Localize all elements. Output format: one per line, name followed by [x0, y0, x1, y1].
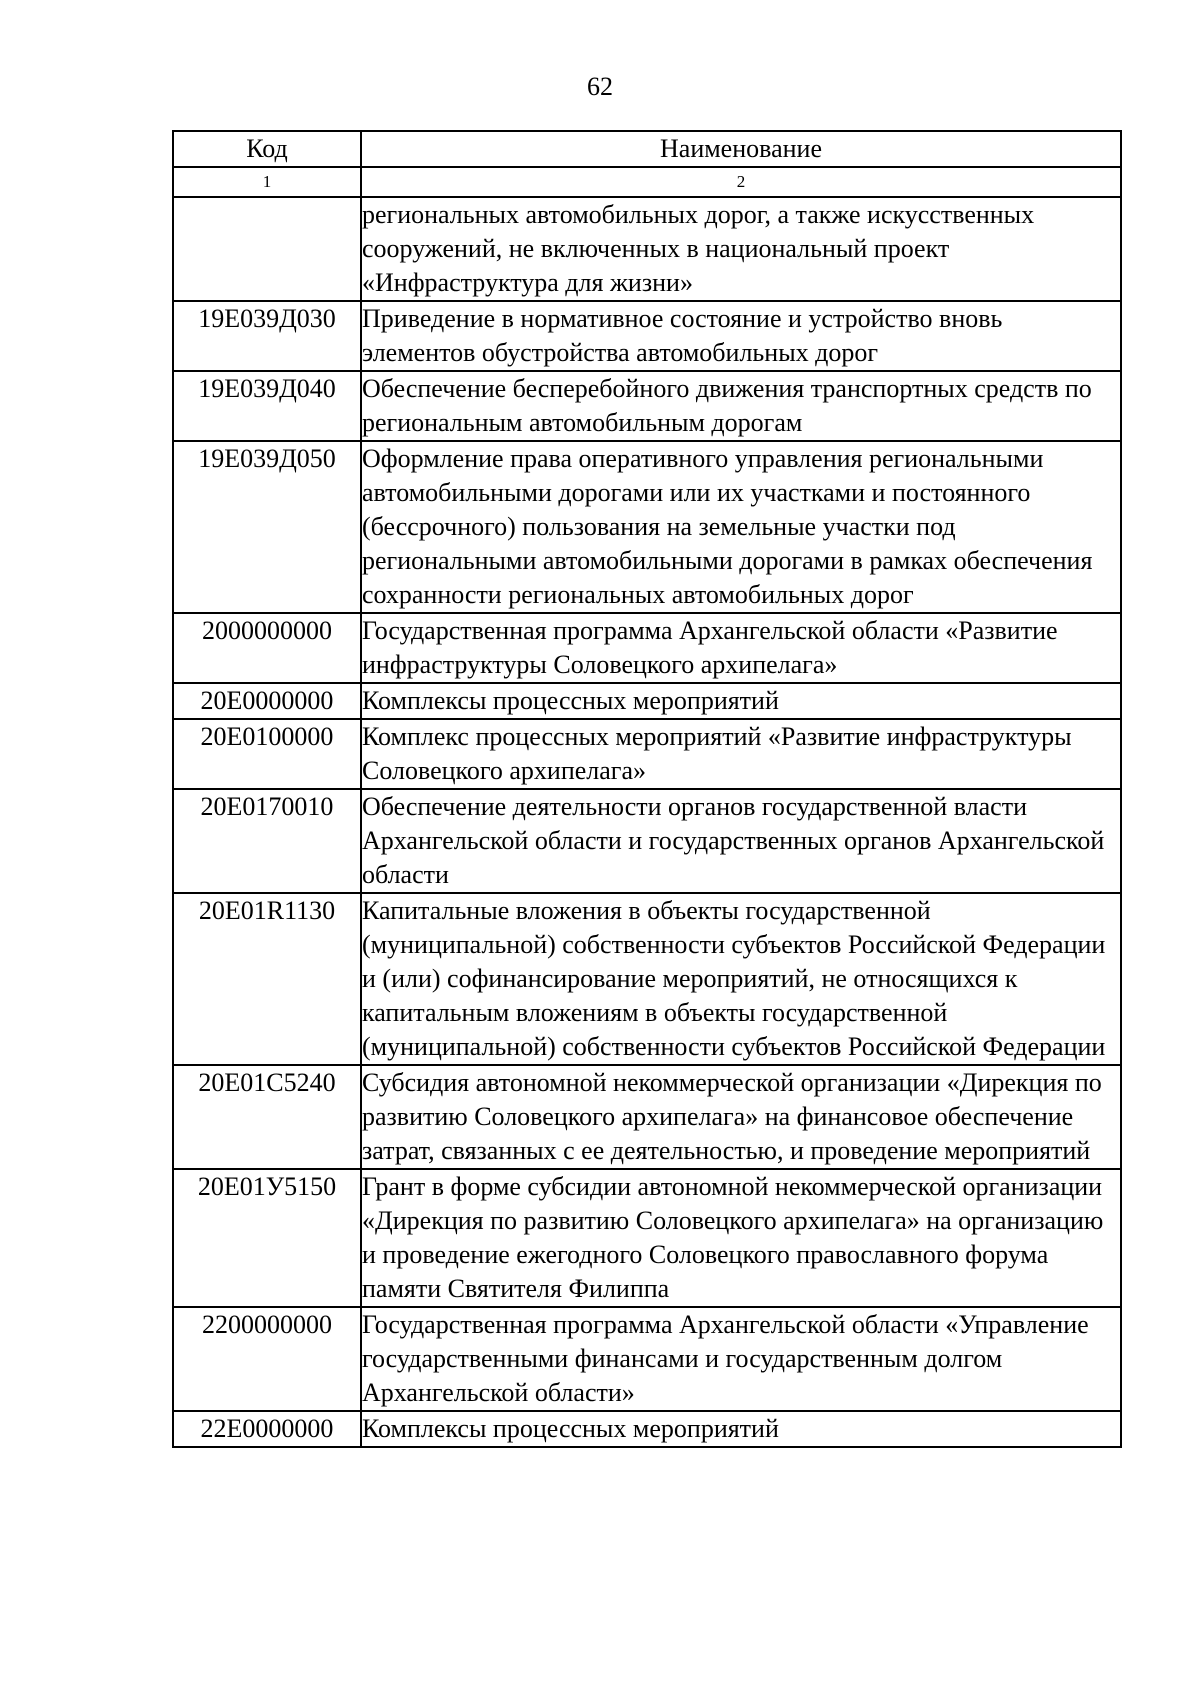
row-name: Грант в форме субсидии автономной некоммерческой организации «Дирекция по развитию Соловецкого архипелага» на организацию и проведение ежегодного Соловецкого православного форума памяти Святителя Филиппа [361, 1169, 1121, 1307]
row-name: Субсидия автономной некоммерческой организации «Дирекция по развитию Соловецкого архипелага» на финансовое обеспечение затрат, связанных с ее деятельностью, и проведение мероприятий [361, 1065, 1121, 1169]
row-name: Комплексы процессных мероприятий [361, 1411, 1121, 1447]
column-number-2: 2 [361, 167, 1121, 197]
page-number: 62 [587, 72, 613, 101]
table-row [173, 371, 1121, 441]
row-code: 19Е039Д040 [173, 371, 361, 441]
table-row [173, 893, 1121, 1065]
row-code: 20Е0170010 [173, 789, 361, 893]
row-name: Комплексы процессных мероприятий [361, 683, 1121, 719]
row-name: Государственная программа Архангельской области «Развитие инфраструктуры Соловецкого архипелага» [361, 613, 1121, 683]
row-code: 2000000000 [173, 613, 361, 683]
row-code [173, 197, 361, 301]
table-row [173, 301, 1121, 371]
row-code: 20Е0100000 [173, 719, 361, 789]
table-row [173, 789, 1121, 893]
row-name: Приведение в нормативное состояние и устройство вновь элементов обустройства автомобильных дорог [361, 301, 1121, 371]
classifier-table [172, 130, 1122, 1448]
table-row [173, 719, 1121, 789]
table-row [173, 613, 1121, 683]
column-number-1: 1 [173, 167, 361, 197]
row-name: Оформление права оперативного управления региональными автомобильными дорогами или их участками и постоянного (бессрочного) пользования на земельные участки под региональными автомобильными дорогами в рамках обеспечения сохранности региональных автомобильных дорог [361, 441, 1121, 613]
table-row [173, 197, 1121, 301]
header-name: Наименование [361, 131, 1121, 167]
row-code: 19Е039Д050 [173, 441, 361, 613]
row-code: 20Е01С5240 [173, 1065, 361, 1169]
table-row [173, 1307, 1121, 1411]
row-name: Комплекс процессных мероприятий «Развитие инфраструктуры Соловецкого архипелага» [361, 719, 1121, 789]
row-name: Государственная программа Архангельской области «Управление государственными финансами и государственным долгом Архангельской области» [361, 1307, 1121, 1411]
row-name: Капитальные вложения в объекты государственной (муниципальной) собственности субъектов Российской Федерации и (или) софинансирование мероприятий, не относящихся к капитальным вложениям в объекты государственной (муниципальной) собственности субъектов Российской Федерации [361, 893, 1121, 1065]
table-row [173, 441, 1121, 613]
row-name: региональных автомобильных дорог, а также искусственных сооружений, не включенных в национальный проект «Инфраструктура для жизни» [361, 197, 1121, 301]
row-code: 22Е0000000 [173, 1411, 361, 1447]
row-code: 20Е01У5150 [173, 1169, 361, 1307]
table-row [173, 1065, 1121, 1169]
row-code: 19Е039Д030 [173, 301, 361, 371]
column-number-row [173, 167, 1121, 197]
header-code: Код [173, 131, 361, 167]
row-code: 20Е01R1130 [173, 893, 361, 1065]
row-name: Обеспечение деятельности органов государственной власти Архангельской области и государственных органов Архангельской области [361, 789, 1121, 893]
table-row [173, 1169, 1121, 1307]
table-row [173, 683, 1121, 719]
table-row [173, 1411, 1121, 1447]
row-name: Обеспечение бесперебойного движения транспортных средств по региональным автомобильным дорогам [361, 371, 1121, 441]
table-header-row [173, 131, 1121, 167]
row-code: 20Е0000000 [173, 683, 361, 719]
row-code: 2200000000 [173, 1307, 361, 1411]
